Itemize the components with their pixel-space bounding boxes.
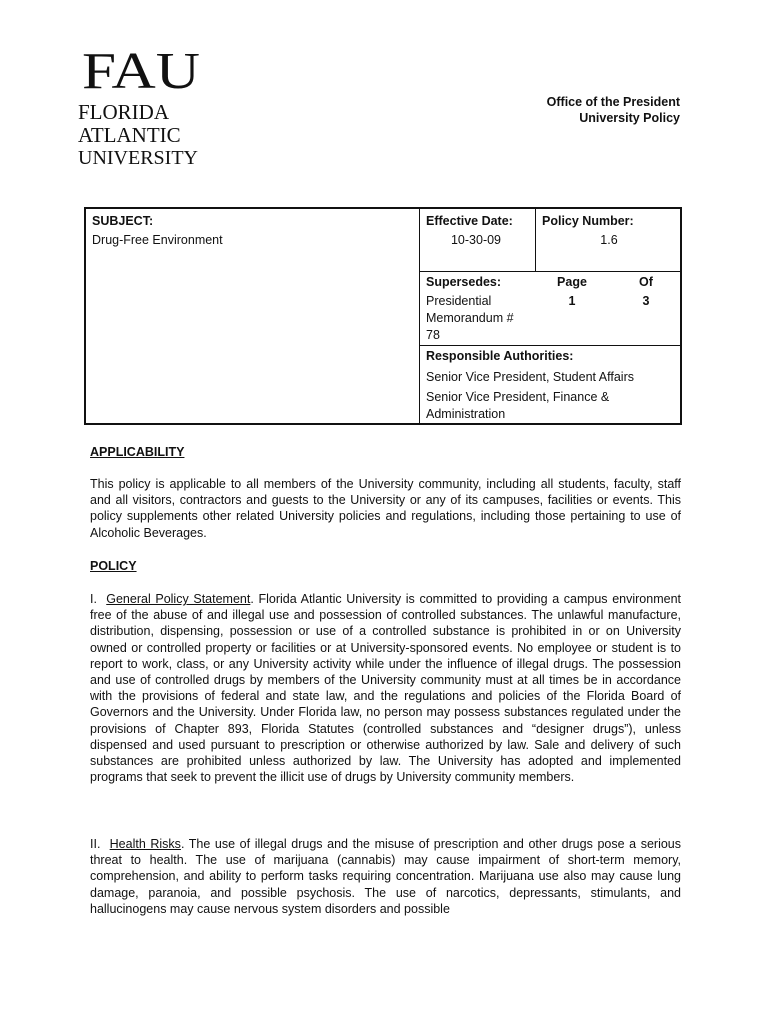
of-value: 3	[642, 294, 650, 308]
section-heading: General Policy Statement	[106, 592, 251, 606]
document-type: University Policy	[579, 111, 680, 125]
university-logo	[78, 44, 202, 168]
effective-date-value: 10-30-09	[450, 233, 502, 247]
applicability-heading: APPLICABILITY	[90, 445, 185, 459]
page-label: Page	[557, 275, 587, 289]
policy-info-table	[84, 207, 682, 425]
applicability-paragraph: This policy is applicable to all members of the University community, including all students, faculty, staff and all visitors, contractors and guests to the University or any of its campuses, facilities or events. This policy supplements other related University policies and regulations, including those pertaining to use of Alcoholic Beverages.	[90, 477, 681, 540]
office-name: Office of the President	[546, 95, 680, 109]
section-text: . Florida Atlantic University is committed to providing a campus environment free of the abuse of and illegal use and possession of controlled substances. The unlawful manufacture, distribution, dispensing, possession or use of a controlled substance is prohibited in or on University owned or controlled property or facilities or at University-sponsored events. No employee or student is to report to work, class, or any University activity while under the influence of illegal drugs. The possession and use of controlled drugs by members of the University community must at all times be in accordance with the provisions of federal and state law, and the regulations and policies of the Florida Board of Governors and the University. Under Florida law, no person may possess substances regulated under the provisions of Chapter 893, Florida Statutes (controlled substances and “designer drugs”), unless dispensed and used pursuant to prescription or otherwise authorized by law. Sale and delivery of such substances are prohibited unless authorized by law. The University has adopted and implemented programs that seek to prevent the illicit use of drugs by University community members.	[90, 592, 681, 785]
effective-date-label: Effective Date:	[426, 214, 513, 228]
authorities-label: Responsible Authorities:	[426, 349, 574, 363]
section-number: I.	[90, 592, 97, 606]
logo-line-florida: FLORIDA	[78, 100, 170, 124]
policy-heading: POLICY	[90, 559, 137, 573]
subject-label: SUBJECT:	[92, 214, 154, 228]
fau-logo-mark	[82, 44, 202, 102]
section-text: . The use of illegal drugs and the misuse of prescription and other drugs pose a serious threat to health. The use of marijuana (cannabis) may cause impairment of short-term memory, comprehension, and ability to perform tasks requiring concentration. Marijuana use also may cause lung damage, paranoia, and possible psychosis. The use of narcotics, depressants, stimulants, and hallucinogens may cause nervous system disorders and possible	[90, 837, 681, 916]
policy-section-general	[90, 591, 681, 785]
logo-line-atlantic: ATLANTIC	[78, 123, 181, 147]
supersedes-value: Presidential Memorandum # 78	[426, 294, 514, 342]
supersedes-label: Supersedes:	[426, 275, 502, 289]
policy-number-label: Policy Number:	[542, 214, 634, 228]
of-label: Of	[639, 275, 653, 289]
section-number: II.	[90, 837, 101, 851]
logo-mark-text: FAU	[82, 44, 200, 100]
policy-section-health-risks	[90, 836, 681, 917]
authority-item: Senior Vice President, Student Affairs	[426, 370, 634, 384]
table-divider	[420, 345, 682, 346]
logo-line-university: UNIVERSITY	[78, 147, 198, 169]
table-divider	[420, 271, 682, 272]
page-value: 1	[568, 294, 576, 308]
authority-item: Senior Vice President, Finance & Administration	[426, 390, 610, 421]
subject-value: Drug-Free Environment	[92, 233, 223, 247]
policy-number-value: 1.6	[600, 233, 618, 247]
section-heading: Health Risks	[109, 837, 181, 851]
document-header	[547, 94, 680, 126]
